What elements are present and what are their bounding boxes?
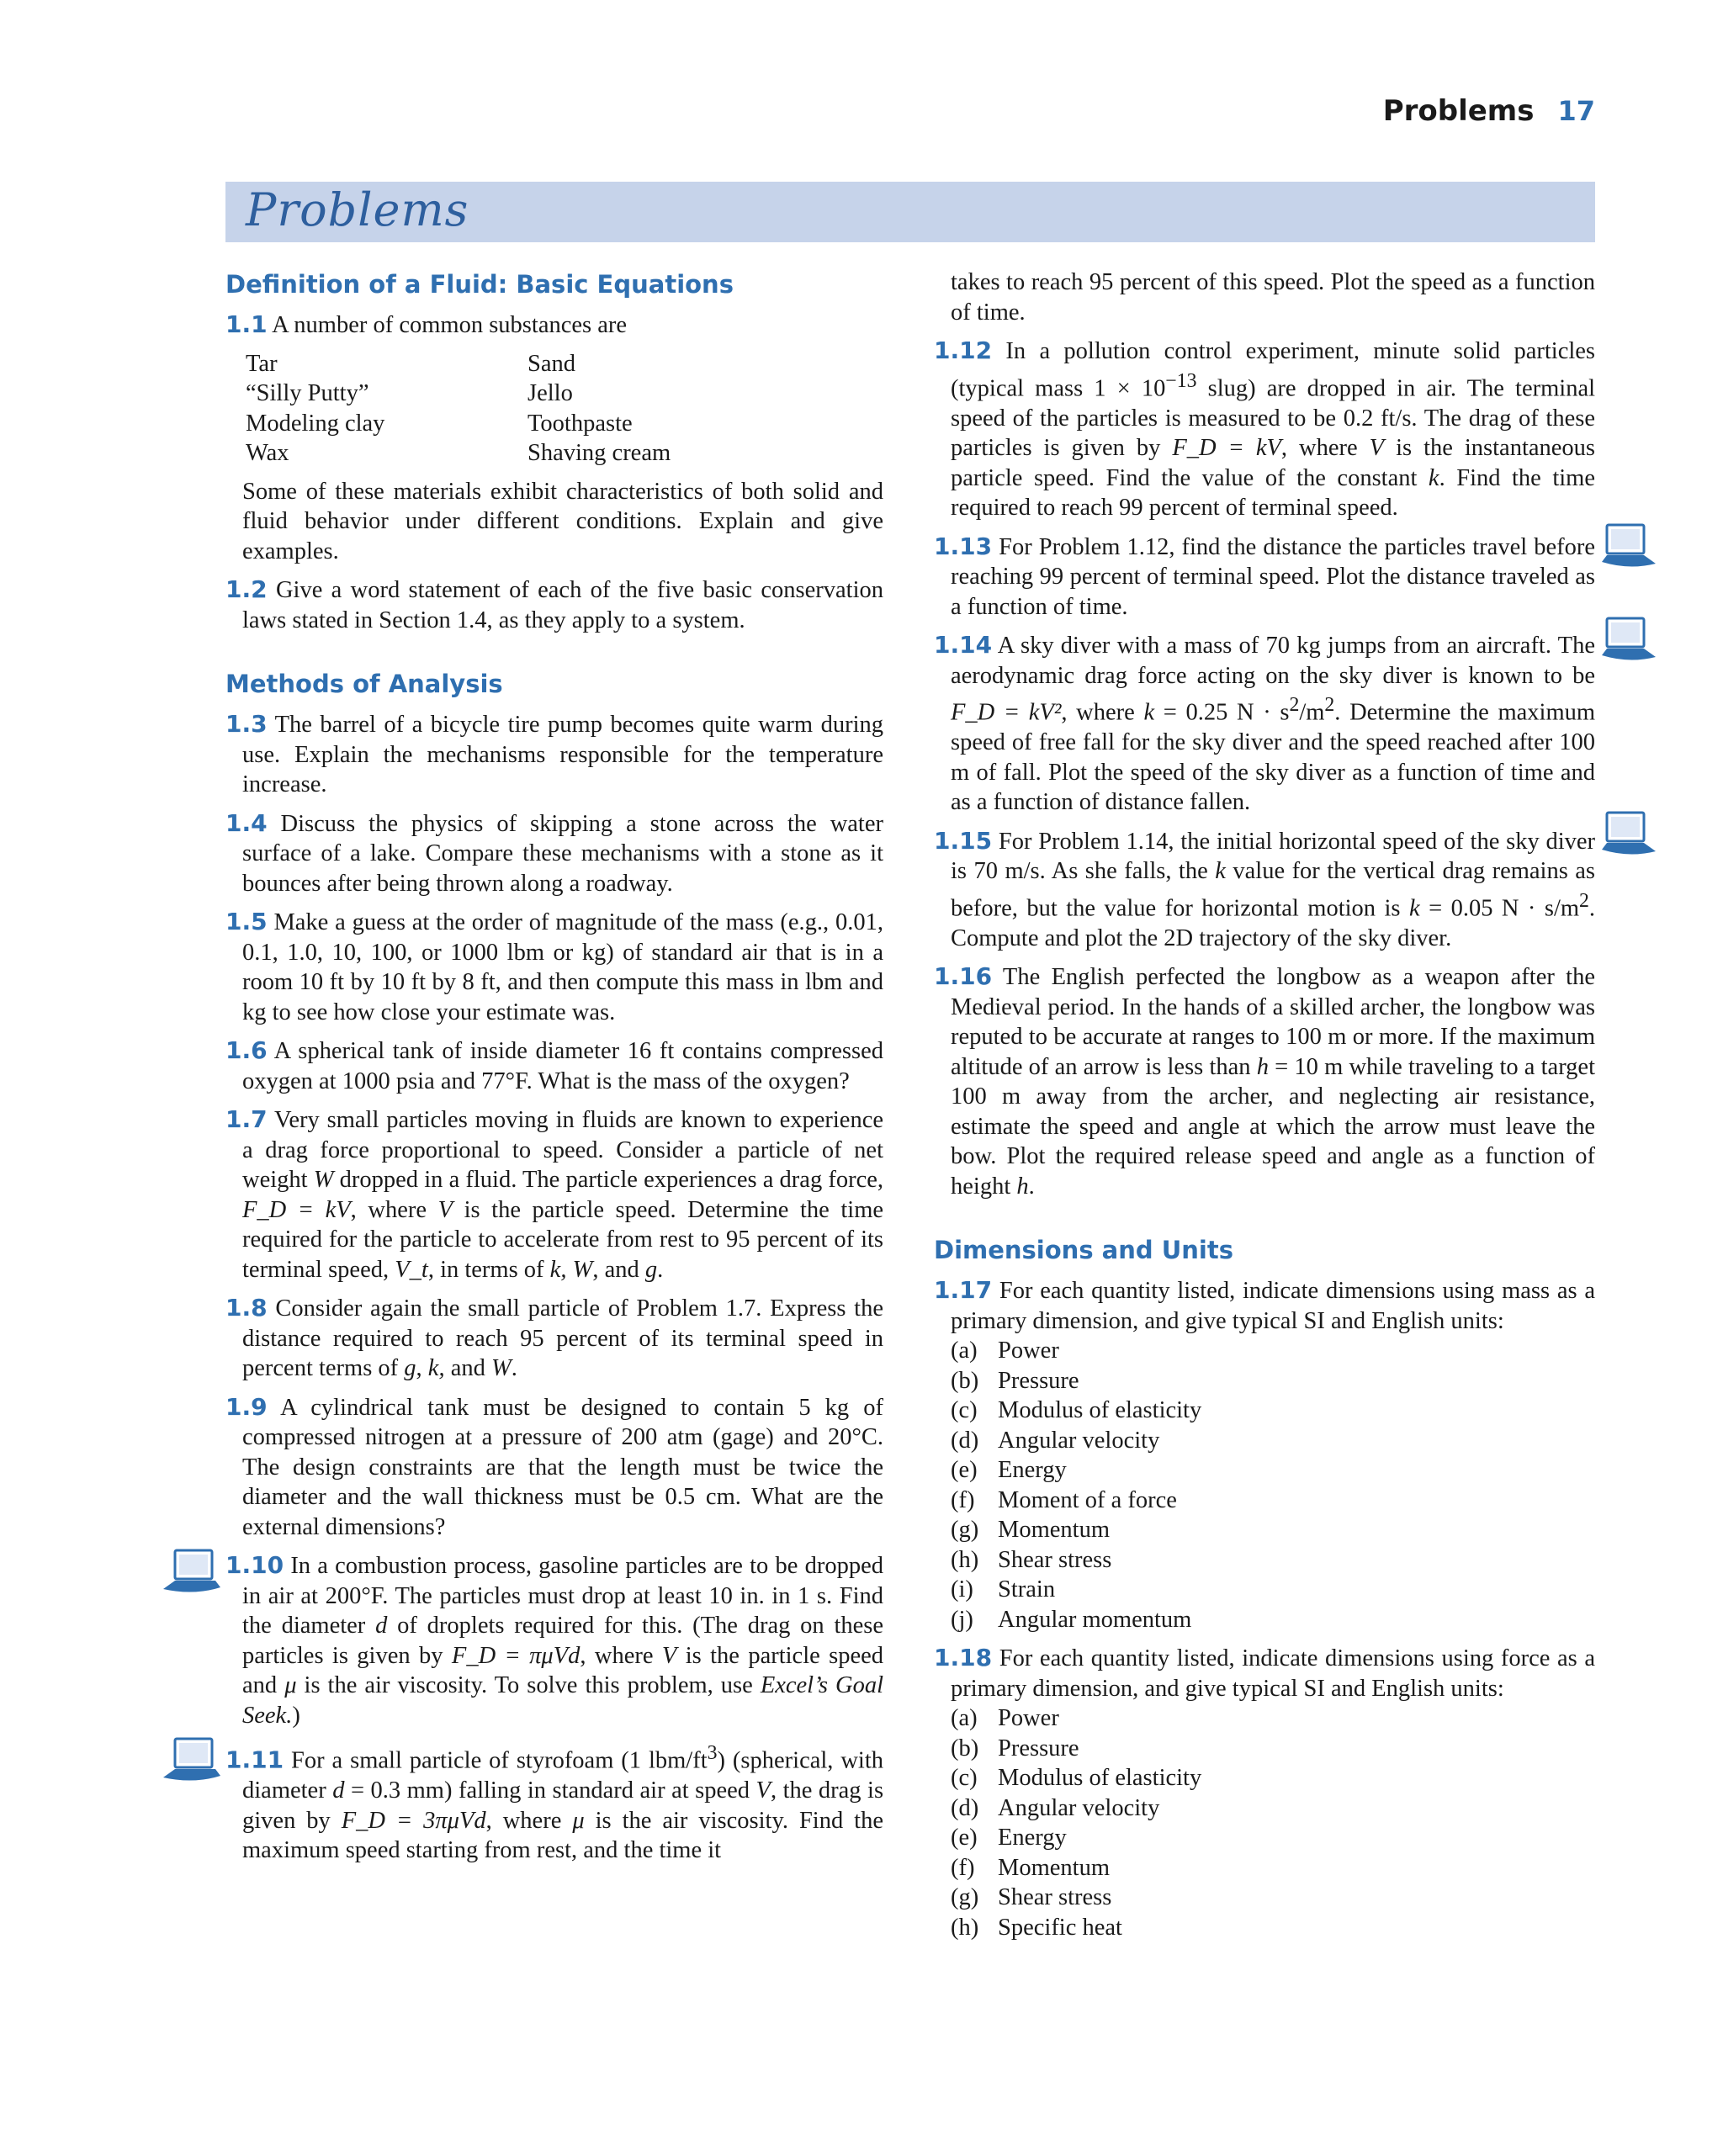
problem-text: . Find the time required to reach 99 percent of terminal speed. bbox=[951, 464, 1595, 521]
materials-table bbox=[246, 349, 883, 469]
problem-text: dropped in a fluid. The particle experiences a drag force, bbox=[339, 1167, 884, 1193]
problem-text: ) (spherical, with diameter bbox=[242, 1747, 884, 1804]
section-heading-methods: Methods of Analysis bbox=[225, 670, 503, 698]
list-item bbox=[951, 1486, 1595, 1516]
list-item bbox=[951, 1426, 1595, 1456]
laptop-icon bbox=[1595, 809, 1659, 858]
problem-number: 1.15 bbox=[934, 826, 993, 855]
item-text: Specific heat bbox=[998, 1914, 1122, 1941]
banner-title: Problems bbox=[246, 183, 469, 236]
problem-text: is the air viscosity. Find the maximum speed starting from rest, and the time it bbox=[242, 1807, 884, 1863]
item-label: (h) bbox=[951, 1914, 979, 1941]
problem-1-13 bbox=[934, 532, 1595, 622]
superscript: 2 bbox=[1324, 694, 1335, 716]
item-text: Energy bbox=[998, 1457, 1067, 1483]
list-item bbox=[951, 1703, 1595, 1734]
math-var: V_t bbox=[395, 1256, 428, 1283]
problem-1-5 bbox=[225, 907, 883, 1027]
material-cell: Wax bbox=[246, 440, 289, 466]
problem-text: Very small particles moving in fluids are known to experience a drag force proportional to speed. Consider a particle of net weight bbox=[242, 1107, 883, 1193]
math-var: W bbox=[313, 1167, 334, 1193]
list-item bbox=[951, 1455, 1595, 1486]
problem-text: In a combustion process, gasoline particles are to be dropped in air at 200°F. The particles must drop at least 10 in. in 1 s. Find the diameter bbox=[242, 1553, 883, 1639]
section-heading-definition: Definition of a Fluid: Basic Equations bbox=[225, 270, 734, 299]
problem-text: A spherical tank of inside diameter 16 ft contains compressed oxygen at 1000 psia and 77°F. What is the mass of the oxygen? bbox=[242, 1038, 883, 1094]
math-var: k bbox=[1428, 464, 1439, 491]
material-cell: Toothpaste bbox=[528, 410, 633, 437]
problem-text: Consider again the small particle of Problem 1.7. Express the distance required to reach 95 percent of its terminal speed in percent terms of bbox=[242, 1295, 883, 1381]
math-expr: F_D = kV bbox=[242, 1196, 351, 1223]
math-var: g bbox=[404, 1355, 416, 1381]
math-var: k bbox=[1408, 895, 1420, 921]
list-item bbox=[951, 1575, 1595, 1605]
math-var: V bbox=[755, 1777, 771, 1804]
superscript: −13 bbox=[1165, 369, 1197, 392]
problem-text: is the particle speed and bbox=[242, 1642, 884, 1698]
problem-text: is the instantaneous particle speed. Find the value of the constant bbox=[951, 435, 1596, 491]
running-header bbox=[1383, 94, 1595, 128]
math-var: W bbox=[572, 1256, 593, 1283]
math-var: V bbox=[661, 1642, 677, 1669]
math-var: d bbox=[332, 1777, 345, 1804]
problem-1-4 bbox=[225, 808, 883, 899]
problem-text: A sky diver with a mass of 70 kg jumps from an aircraft. The aerodynamic drag force acting on the sky diver is known to be bbox=[951, 633, 1595, 689]
problem-number: 1.9 bbox=[225, 1392, 268, 1421]
problem-number: 1.16 bbox=[934, 962, 993, 990]
math-var: d bbox=[375, 1613, 388, 1639]
item-label: (d) bbox=[951, 1427, 979, 1454]
problem-1-17 bbox=[934, 1275, 1595, 1336]
item-label: (h) bbox=[951, 1546, 979, 1573]
problem-text: is the particle speed. Determine the time required for the particle to accelerate from rest to 95 percent of its terminal speed, bbox=[242, 1196, 884, 1283]
item-text: Shear stress bbox=[998, 1884, 1112, 1910]
right-column bbox=[934, 268, 1595, 1951]
math-var: V bbox=[437, 1196, 453, 1223]
laptop-icon bbox=[1595, 522, 1659, 570]
problem-1-11-continued: takes to reach 95 percent of this speed. Plot the speed as a function of time. bbox=[951, 269, 1595, 326]
item-text: Modulus of elasticity bbox=[998, 1397, 1202, 1423]
problem-1-8: 1.8 Consider again the small particle of Problem 1.7. Express the distance required to reach 95 percent of its terminal speed in percent terms of g, k, and W. bbox=[225, 1294, 883, 1381]
list-item bbox=[951, 1763, 1595, 1793]
list-item bbox=[951, 1605, 1595, 1635]
problem-number: 1.6 bbox=[225, 1036, 268, 1064]
running-header-title: Problems bbox=[1382, 94, 1535, 128]
laptop-icon bbox=[1595, 615, 1659, 664]
problem-1-18-list bbox=[951, 1703, 1595, 1942]
material-cell: Jello bbox=[528, 380, 573, 406]
problem-1-12 bbox=[934, 336, 1595, 523]
item-text: Strain bbox=[998, 1576, 1056, 1602]
problem-1-1 bbox=[225, 310, 883, 341]
problem-number: 1.18 bbox=[934, 1644, 993, 1671]
item-text: Energy bbox=[998, 1825, 1067, 1851]
list-item bbox=[951, 1883, 1595, 1913]
left-column bbox=[225, 268, 883, 1874]
math-expr: F_D = 3πμVd bbox=[341, 1807, 486, 1834]
problem-text: In a pollution control experiment, minute solid particles (typical mass 1 × 10 bbox=[951, 338, 1596, 401]
problem-1-14 bbox=[934, 630, 1595, 818]
problem-text: , where bbox=[580, 1642, 654, 1669]
superscript: 2 bbox=[1289, 694, 1300, 716]
math-var: k, bbox=[427, 1355, 445, 1381]
problem-text: /m bbox=[1299, 699, 1325, 726]
math-var: h bbox=[1016, 1173, 1029, 1200]
item-text: Angular momentum bbox=[998, 1606, 1192, 1633]
problem-text: value for the vertical drag remains as before, but the value for horizontal motion is bbox=[951, 858, 1596, 921]
problem-1-1-followup: Some of these materials exhibit characteristics of both solid and fluid behavior under different conditions. Explain and give examples. bbox=[242, 478, 883, 564]
math-var: μ bbox=[572, 1807, 585, 1834]
item-label: (b) bbox=[951, 1735, 979, 1761]
item-text: Pressure bbox=[998, 1367, 1079, 1394]
problem-text: Make a guess at the order of magnitude of the mass (e.g., 0.01, 0.1, 1.0, 10, 100, or 1000 lbm or kg) of standard air that is in a room 10 ft by 10 ft by 8 ft, and then compute this mass in lbm and kg to see how close your estimate was. bbox=[242, 909, 884, 1025]
problem-text: , the drag is given by bbox=[242, 1777, 884, 1834]
list-item bbox=[951, 1793, 1595, 1824]
problem-text: The barrel of a bicycle tire pump becomes quite warm during use. Explain the mechanisms responsible for the temperature increase. bbox=[242, 712, 883, 797]
problem-text: . bbox=[1028, 1173, 1035, 1200]
material-cell: Tar bbox=[246, 350, 278, 377]
item-text: Angular velocity bbox=[998, 1794, 1160, 1821]
material-cell: “Silly Putty” bbox=[246, 380, 369, 406]
problem-number: 1.4 bbox=[225, 808, 268, 837]
math-expr: F_D = kV² bbox=[951, 699, 1062, 726]
list-item bbox=[951, 1734, 1595, 1764]
item-label: (b) bbox=[951, 1367, 979, 1394]
math-var: μ bbox=[284, 1672, 297, 1698]
math-expr: F_D = kV bbox=[1172, 435, 1281, 461]
problem-text: , where bbox=[350, 1196, 427, 1223]
problem-text: The English perfected the longbow as a weapon after the Medieval period. In the hands of a skilled archer, the longbow was reputed to be accurate at ranges to 100 m or more. If the maximum altitude of an arrow is less than bbox=[951, 964, 1595, 1080]
item-label: (c) bbox=[951, 1765, 978, 1791]
item-text: Power bbox=[998, 1338, 1059, 1364]
item-label: (g) bbox=[951, 1884, 979, 1910]
problem-1-15 bbox=[934, 826, 1595, 954]
problem-text: of droplets required for this. (The drag on these particles is given by bbox=[242, 1613, 884, 1669]
page-number: 17 bbox=[1557, 95, 1595, 127]
laptop-icon bbox=[160, 1735, 224, 1784]
problem-1-7: 1.7 Very small particles moving in fluids are known to experience a drag force proportional to speed. Consider a particle of net weight W dropped in a fluid. The particle experiences a drag force, F_D = kV, where V is the particle speed. Determine the time required for the particle to accelerate from rest to 95 percent of its terminal speed, V_t, in terms of k, W, and g. bbox=[225, 1105, 884, 1283]
problem-text: is the air viscosity. To solve this problem, use bbox=[304, 1672, 753, 1698]
material-cell: Shaving cream bbox=[528, 440, 671, 466]
item-text: Momentum bbox=[998, 1517, 1110, 1543]
problem-text: = 0.25 N · s bbox=[1163, 699, 1290, 726]
item-text: Shear stress bbox=[998, 1546, 1112, 1573]
problem-number: 1.10 bbox=[225, 1551, 284, 1579]
superscript: 2 bbox=[1579, 889, 1589, 912]
math-var: W bbox=[490, 1355, 512, 1381]
item-label: (i) bbox=[951, 1576, 973, 1602]
list-item bbox=[951, 1396, 1595, 1426]
math-var: g bbox=[644, 1256, 658, 1283]
problem-1-18 bbox=[934, 1643, 1595, 1703]
math-var: k bbox=[1143, 699, 1155, 726]
problem-text: A number of common substances are bbox=[272, 312, 628, 338]
list-item bbox=[951, 1913, 1595, 1943]
math-var: k, bbox=[549, 1256, 567, 1283]
problem-1-17-list bbox=[951, 1336, 1595, 1634]
problem-number: 1.12 bbox=[934, 336, 993, 364]
material-cell: Modeling clay bbox=[246, 410, 385, 437]
item-text: Pressure bbox=[998, 1735, 1079, 1761]
problem-number: 1.13 bbox=[934, 532, 993, 560]
problem-number: 1.2 bbox=[225, 575, 268, 603]
problem-number: 1.14 bbox=[934, 631, 993, 659]
problem-text: , where bbox=[1280, 435, 1358, 461]
emphasis-text: Excel’s Goal Seek. bbox=[242, 1672, 884, 1729]
section-heading-dimensions: Dimensions and Units bbox=[934, 1236, 1234, 1264]
item-label: (e) bbox=[951, 1457, 978, 1483]
problem-text: . Determine the maximum speed of free fall for the sky diver and the speed reached after 100 m of fall. Plot the speed of the sky diver as a function of time and as a function of distance fallen. bbox=[951, 699, 1596, 815]
problem-number: 1.1 bbox=[225, 310, 268, 338]
problem-number: 1.8 bbox=[225, 1294, 268, 1322]
math-var: h bbox=[1256, 1053, 1269, 1080]
item-label: (f) bbox=[951, 1854, 975, 1881]
item-text: Modulus of elasticity bbox=[998, 1765, 1202, 1791]
problem-text: For each quantity listed, indicate dimensions using force as a primary dimension, and give typical SI and English units: bbox=[951, 1645, 1596, 1702]
math-expr: F_D = πμVd bbox=[451, 1642, 581, 1669]
math-var: V bbox=[1369, 435, 1385, 461]
problem-text: Discuss the physics of skipping a stone across the water surface of a lake. Compare these mechanisms with a stone as it bounces after being thrown along a roadway. bbox=[242, 810, 883, 897]
problem-text: = 0.3 mm) falling in standard air at speed bbox=[350, 1777, 750, 1804]
list-item bbox=[951, 1366, 1595, 1396]
problem-text: ) bbox=[292, 1702, 300, 1729]
problem-text: For each quantity listed, indicate dimensions using mass as a primary dimension, and give typical SI and English units: bbox=[951, 1278, 1595, 1334]
problem-text: = 10 m while traveling to a target 100 m away from the archer, and neglecting air resistance, estimate the speed and angle at which the arrow must leave the bow. Plot the required release speed and angle as a function of height bbox=[951, 1053, 1595, 1200]
problem-number: 1.7 bbox=[225, 1105, 268, 1133]
problem-text: , in terms of bbox=[427, 1256, 544, 1283]
problem-1-16 bbox=[934, 961, 1595, 1201]
problem-text: , where bbox=[485, 1807, 562, 1834]
problem-text: For Problem 1.12, find the distance the particles travel before reaching 99 percent of terminal speed. Plot the distance traveled as a function of time. bbox=[951, 533, 1595, 620]
laptop-icon bbox=[160, 1547, 224, 1596]
math-var: k bbox=[1215, 858, 1226, 884]
item-label: (j) bbox=[951, 1606, 973, 1633]
problem-number: 1.3 bbox=[225, 710, 268, 738]
list-item bbox=[951, 1515, 1595, 1545]
superscript: 3 bbox=[707, 1742, 718, 1764]
list-item bbox=[951, 1853, 1595, 1883]
problem-number: 1.11 bbox=[225, 1745, 284, 1774]
item-label: (d) bbox=[951, 1794, 979, 1821]
problem-1-6 bbox=[225, 1036, 883, 1096]
list-item bbox=[951, 1823, 1595, 1853]
problem-text: and bbox=[604, 1256, 639, 1283]
item-label: (f) bbox=[951, 1486, 975, 1513]
section-banner bbox=[225, 182, 1595, 242]
problem-text: Give a word statement of each of the five basic conservation laws stated in Section 1.4, as they apply to a system. bbox=[242, 577, 883, 633]
item-label: (c) bbox=[951, 1397, 978, 1423]
problem-text: . Compute and plot the 2D trajectory of the sky diver. bbox=[951, 895, 1596, 951]
item-label: (a) bbox=[951, 1338, 978, 1364]
problem-text: and bbox=[450, 1355, 485, 1381]
problem-1-3 bbox=[225, 709, 883, 800]
list-item bbox=[951, 1336, 1595, 1366]
problem-text: A cylindrical tank must be designed to contain 5 kg of compressed nitrogen at a pressure of 200 atm (gage) and 20°C. The design constraints are that the length must be twice the diameter and the wall thickness must be 0.5 cm. What are the external dimensions? bbox=[242, 1394, 883, 1540]
list-item bbox=[951, 1545, 1595, 1576]
item-label: (a) bbox=[951, 1705, 978, 1731]
item-text: Momentum bbox=[998, 1854, 1110, 1881]
problem-1-2 bbox=[225, 575, 883, 635]
problem-1-11 bbox=[225, 1739, 883, 1866]
item-label: (e) bbox=[951, 1825, 978, 1851]
item-text: Moment of a force bbox=[998, 1486, 1177, 1513]
problem-1-10 bbox=[225, 1550, 883, 1730]
problem-text: , where bbox=[1061, 699, 1135, 726]
problem-1-9 bbox=[225, 1392, 883, 1543]
problem-number: 1.17 bbox=[934, 1276, 993, 1304]
problem-text: For a small particle of styrofoam (1 lbm/ft bbox=[291, 1747, 708, 1774]
item-text: Angular velocity bbox=[998, 1427, 1160, 1454]
material-cell: Sand bbox=[528, 350, 575, 377]
item-text: Power bbox=[998, 1705, 1059, 1731]
problem-text: = 0.05 N · s/m bbox=[1429, 895, 1580, 921]
problem-text: slug) are dropped in air. The terminal speed of the particles is measured to be 0.2 ft/s. The drag of these particles is given by bbox=[951, 375, 1596, 461]
problem-number: 1.5 bbox=[225, 908, 268, 935]
problem-text: For Problem 1.14, the initial horizontal speed of the sky diver is 70 m/s. As she falls, the bbox=[951, 828, 1596, 884]
item-label: (g) bbox=[951, 1517, 979, 1543]
